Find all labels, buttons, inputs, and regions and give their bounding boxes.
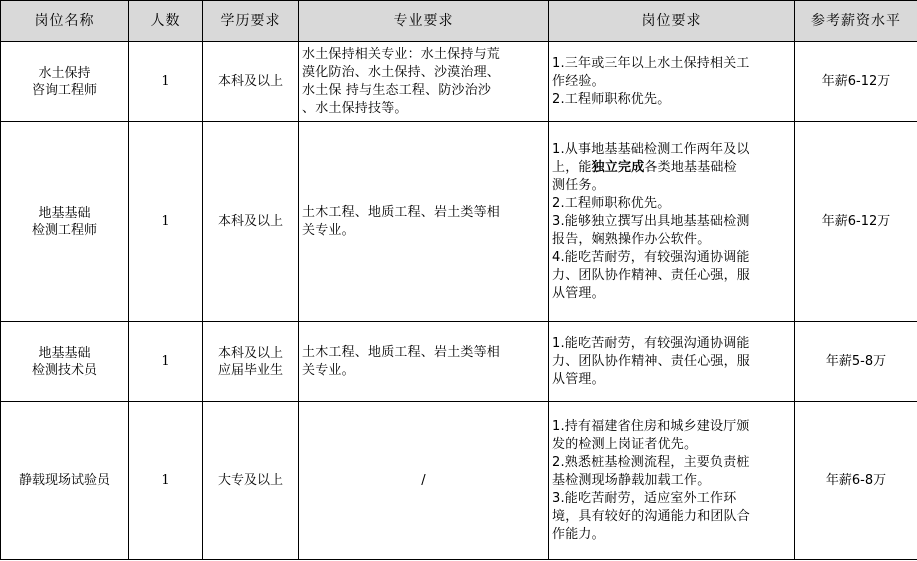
requirement-line xyxy=(552,177,791,195)
position-line: 地基基础 xyxy=(38,345,91,361)
education-cell xyxy=(203,122,299,322)
salary-cell: 年薪6-12万 xyxy=(795,42,917,122)
position-cell xyxy=(1,122,129,322)
requirement-line xyxy=(552,353,791,371)
education-line: 本科及以上 xyxy=(217,345,283,361)
requirement-text: 力、团队协作精神、责任心强，服 xyxy=(552,353,751,369)
header-requirements: 岗位要求 xyxy=(549,1,795,42)
position-line: 地基基础 xyxy=(38,205,91,221)
requirement-line xyxy=(552,436,791,454)
requirement-line xyxy=(552,73,791,91)
major-line: 漠化防治、水土保持、沙漠治理、 xyxy=(302,64,501,80)
requirements-cell xyxy=(549,402,795,560)
requirement-text: 作能力。 xyxy=(552,526,605,542)
requirement-line xyxy=(552,490,791,508)
requirement-line xyxy=(552,91,791,109)
requirement-text: 1.持有福建省住房和城乡建设厅颁 xyxy=(552,418,750,434)
requirement-line xyxy=(552,231,791,249)
position-line: 检测技术员 xyxy=(31,362,97,378)
header-salary: 参考薪资水平 xyxy=(795,1,917,42)
requirement-text: 作经验。 xyxy=(552,73,605,89)
position-line: 检测工程师 xyxy=(31,222,97,238)
count-cell: 1 xyxy=(129,402,203,560)
requirement-line xyxy=(552,418,791,436)
table-row xyxy=(1,122,917,322)
major-cell xyxy=(299,122,549,322)
position-cell xyxy=(1,42,129,122)
position-line: 静载现场试验员 xyxy=(18,473,110,488)
count-cell: 1 xyxy=(129,122,203,322)
requirement-text: 发的检测上岗证者优先。 xyxy=(552,436,698,452)
requirement-text: 1.能吃苦耐劳，有较强沟通协调能 xyxy=(552,335,750,351)
requirement-emphasis: 独立完成 xyxy=(591,159,645,175)
requirement-text: 3.能够独立撰写出具地基基础检测 xyxy=(552,213,750,229)
requirement-line xyxy=(552,335,791,353)
requirement-text: 基检测现场静载加载工作。 xyxy=(552,472,711,488)
requirement-line xyxy=(552,472,791,490)
requirement-line xyxy=(552,267,791,285)
requirement-line xyxy=(552,141,791,159)
salary-cell: 年薪6-12万 xyxy=(795,122,917,322)
salary-cell: 年薪6-8万 xyxy=(795,402,917,560)
requirement-text: 1.三年或三年以上水土保持相关工 xyxy=(552,55,750,71)
requirement-text: 境，具有较好的沟通能力和团队合 xyxy=(552,508,751,524)
requirement-text: 2.工程师职称优先。 xyxy=(552,91,671,107)
major-cell xyxy=(299,322,549,402)
table-row xyxy=(1,322,917,402)
requirements-cell xyxy=(549,322,795,402)
requirement-line xyxy=(552,213,791,231)
requirement-text: 测任务。 xyxy=(552,177,605,193)
requirement-line xyxy=(552,454,791,472)
requirement-line xyxy=(552,55,791,73)
requirement-line xyxy=(552,195,791,213)
position-line: 水土保持 xyxy=(38,65,91,81)
header-education: 学历要求 xyxy=(203,1,299,42)
requirement-line xyxy=(552,249,791,267)
major-line: 关专业。 xyxy=(302,222,355,238)
major-cell xyxy=(299,402,549,560)
header-row xyxy=(1,1,917,42)
count-cell: 1 xyxy=(129,42,203,122)
table-row xyxy=(1,42,917,122)
requirement-text: 力、团队协作精神、责任心强，服 xyxy=(552,267,751,283)
count-cell: 1 xyxy=(129,322,203,402)
major-cell xyxy=(299,42,549,122)
education-line: 应届毕业生 xyxy=(217,362,283,378)
major-line: 水土保持相关专业：水土保持与荒 xyxy=(302,46,501,62)
education-cell xyxy=(203,42,299,122)
requirement-line xyxy=(552,526,791,544)
requirement-text: 上，能 xyxy=(552,159,592,175)
major-line: 土木工程、地质工程、岩土类等相 xyxy=(302,344,501,360)
position-cell xyxy=(1,322,129,402)
education-cell xyxy=(203,322,299,402)
requirement-text: 4.能吃苦耐劳，有较强沟通协调能 xyxy=(552,249,750,265)
header-major: 专业要求 xyxy=(299,1,549,42)
header-position: 岗位名称 xyxy=(1,1,129,42)
requirement-line xyxy=(552,508,791,526)
major-line: / xyxy=(421,473,426,488)
major-line: 、水土保持技等。 xyxy=(302,100,408,116)
requirements-cell xyxy=(549,42,795,122)
major-line: 水土保 持与生态工程、防沙治沙 xyxy=(302,82,492,98)
education-line: 本科及以上 xyxy=(217,74,283,89)
major-line: 关专业。 xyxy=(302,362,355,378)
education-cell xyxy=(203,402,299,560)
requirement-text: 2.熟悉桩基检测流程，主要负责桩 xyxy=(552,454,750,470)
table-row xyxy=(1,402,917,560)
requirement-text: 从管理。 xyxy=(552,285,605,301)
position-line: 咨询工程师 xyxy=(31,82,97,98)
requirements-cell xyxy=(549,122,795,322)
requirement-text: 从管理。 xyxy=(552,371,605,387)
salary-cell: 年薪5-8万 xyxy=(795,322,917,402)
requirement-line xyxy=(552,371,791,389)
requirement-line xyxy=(552,159,791,177)
requirement-line xyxy=(552,285,791,303)
header-count: 人数 xyxy=(129,1,203,42)
requirement-text: 1.从事地基基础检测工作两年及以 xyxy=(552,141,750,157)
position-cell xyxy=(1,402,129,560)
requirement-text: 2.工程师职称优先。 xyxy=(552,195,671,211)
education-line: 本科及以上 xyxy=(217,214,283,229)
requirement-text: 各类地基基础检 xyxy=(644,159,737,175)
major-line: 土木工程、地质工程、岩土类等相 xyxy=(302,204,501,220)
requirement-text: 报告，娴熟操作办公软件。 xyxy=(552,231,711,247)
education-line: 大专及以上 xyxy=(217,473,283,488)
requirement-text: 3.能吃苦耐劳，适应室外工作环 xyxy=(552,490,737,506)
